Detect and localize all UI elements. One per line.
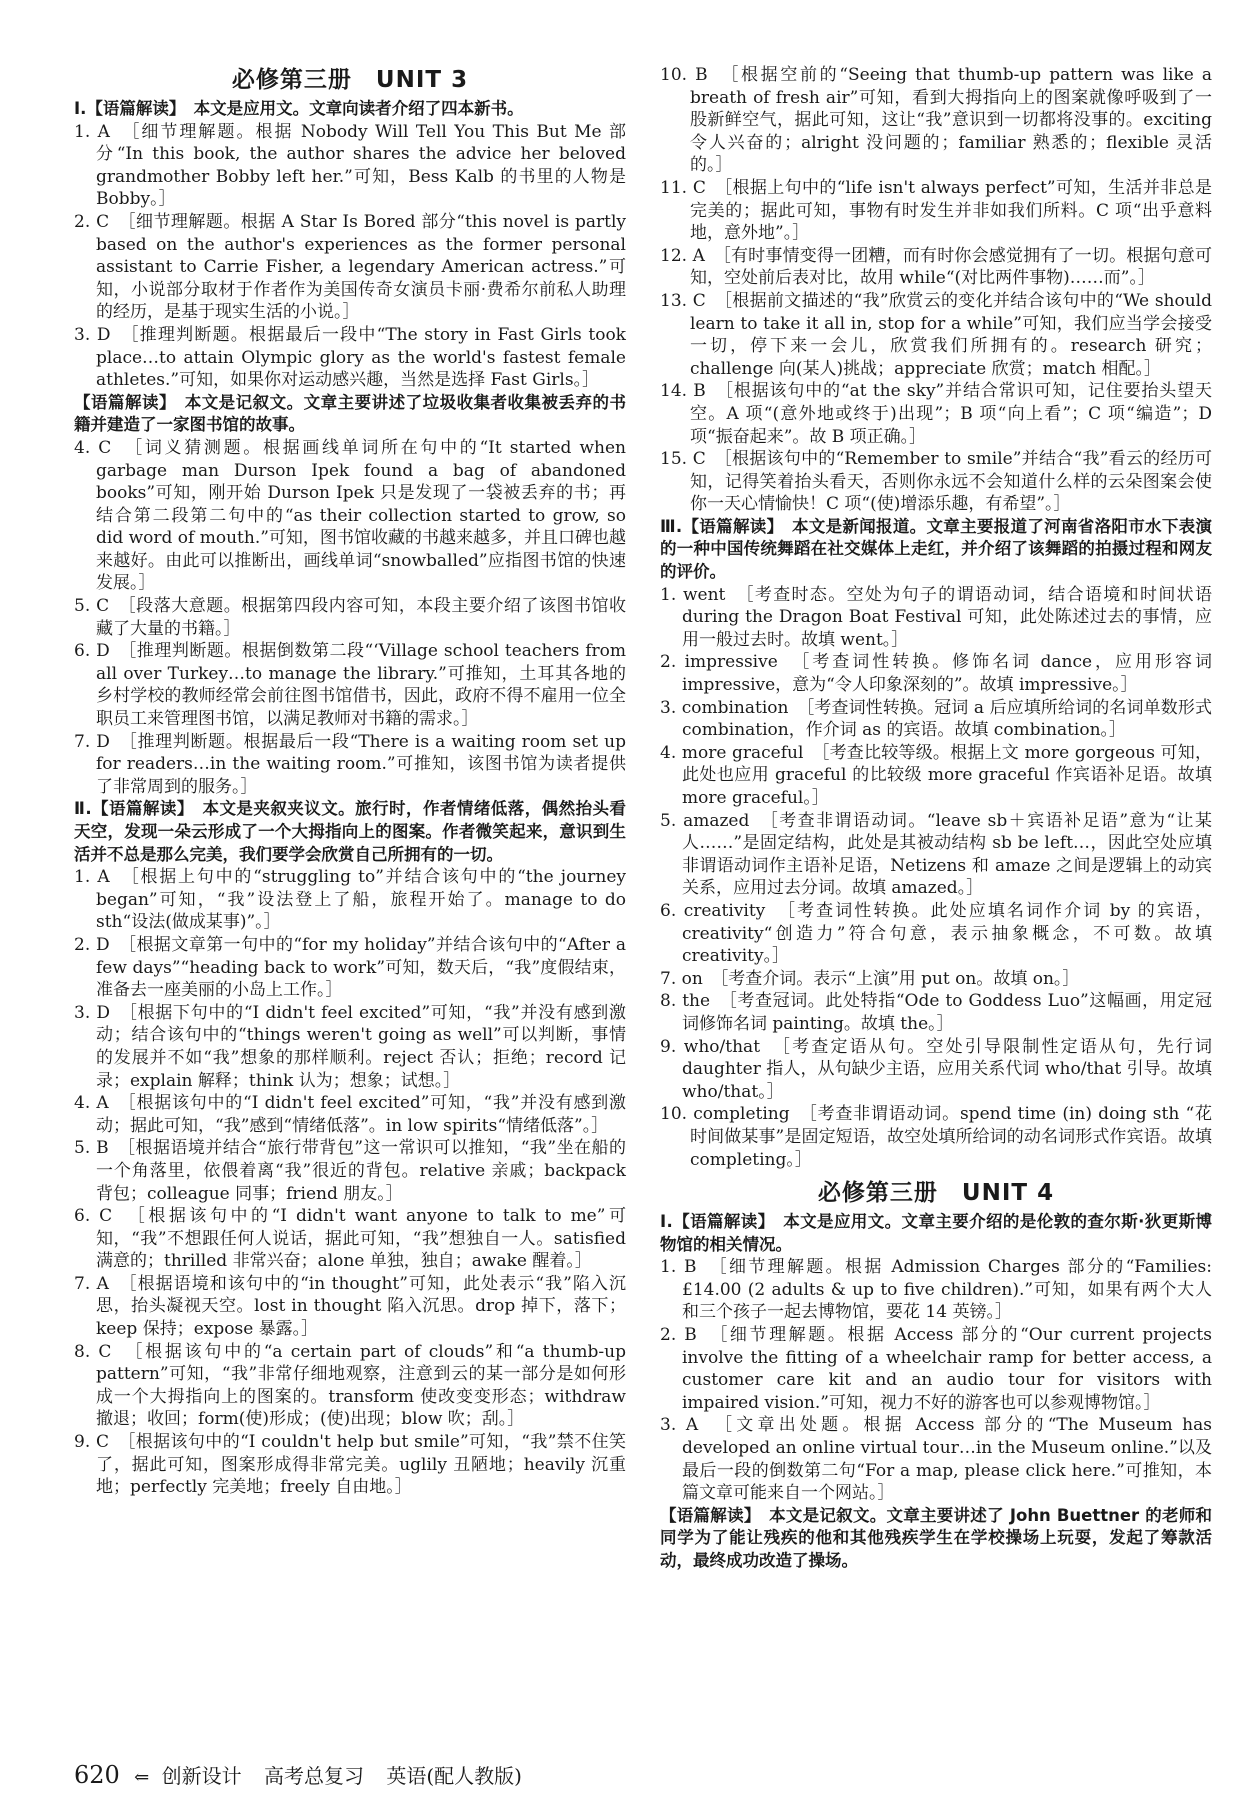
answer-item: 1. B ［细节理解题。根据 Admission Charges 部分的“Families: £14.00 (2 adults & up to five children).”可知，如果有两个大人和三个孩子一起去博物馆，要花 14 英镑。］ [660,1257,1212,1323]
book-name: 高考总复习 [263,1764,364,1788]
arrow-icon: ⇐ [134,1767,150,1788]
answer-item: 3. D ［推理判断题。根据最后一段中“The story in Fast Girls took place…to attain Olympic glory as the world's fastest female athletes.”可知，如果你对运动感兴趣，当然是选择 Fast Girls。］ [74,324,626,391]
right-column [660,64,1212,1573]
page-footer [74,1760,522,1789]
answer-item: 5. C ［段落大意题。根据第四段内容可知，本段主要介绍了该图书馆收藏了大量的书籍。］ [74,596,626,639]
unit-3-title: 必修第三册 UNIT 3 [231,67,469,93]
answer-item: 9. C ［根据该句中的“I couldn't help but smile”可知，“我”禁不住笑了，据此可知，图案形成得非常完美。uglily 丑陋地；heavily 沉重地；perfectly 完美地；freely 自由地。］ [74,1432,626,1498]
answer-item: 5. B ［根据语境并结合“旅行带背包”这一常识可以推知，“我”坐在船的一个角落里，依偎着离“我”很近的背包。relative 亲戚；backpack 背包；colleague 同事；friend 朋友。］ [74,1138,626,1204]
answer-item: 6. D ［推理判断题。根据倒数第二段“‘Village school teachers from all over Turkey…to manage the library.”可推知，土耳其各地的乡村学校的教师经常会前往图书馆借书，因此，政府不得不雇用一位全职员工来管理图书馆，以满足教师对书籍的需求。］ [74,641,626,730]
answer-item: 8. C ［根据该句中的“a certain part of clouds”和“a thumb-up pattern”可知，“我”非常仔细地观察，注意到云的某一部分是如何形成一个大拇指向上的图案的。transform 使改变变形态；withdraw 撤退；收回；form(使)形成；(使)出现；blow 吹；刮。］ [74,1341,626,1430]
series-name: 创新设计 [161,1764,242,1788]
answer-item: 7. D ［推理判断题。根据最后一段“There is a waiting room set up for readers…in the waiting room.”可推知，该图书馆为读者提供了非常周到的服务。］ [74,731,626,797]
answer-item: 10. completing ［考查非谓语动词。spend time (in) doing sth “花时间做某事”是固定短语，故空处填所给词的动名词形式作宾语。故填 completing。］ [660,1104,1212,1170]
answer-item: 10. B ［根据空前的“Seeing that thumb-up pattern was like a breath of fresh air”可知，看到大拇指向上的图案就像呼吸到了一股新鲜空气，据此可知，这让“我”意识到一切都将没事的。exciting 令人兴奋的；alright 没问题的；familiar 熟悉的；flexible 灵活的。］ [660,65,1212,176]
answer-item: 13. C ［根据前文描述的“我”欣赏云的变化并结合该句中的“We should learn to take it all in, stop for a while”可知，我们应当学会接受一切，停下来一会儿，欣赏我们所拥有的。research 研究；challenge 向(某人)挑战；appreciate 欣赏；match 相配。］ [660,290,1212,379]
answer-item: 8. the ［考查冠词。此处特指“Ode to Goddess Luo”这幅画，用定冠词修饰名词 painting。故填 the。］ [660,991,1212,1034]
answer-item: 6. C ［根据该句中的“I didn't want anyone to talk to me”可知，“我”不想跟任何人说话，据此可知，“我”想独自一人。satisfied 满意的；thrilled 非常兴奋；alone 单独，独自；awake 醒着。］ [74,1206,626,1272]
answer-item: 7. on ［考查介词。表示“上演”用 put on。故填 on。］ [660,968,1080,989]
answer-item: 5. amazed ［考查非谓语动词。“leave sb＋宾语补足语”意为“让某人……”是固定结构，此处是其被动结构 sb be left…，因此空处应填非谓语动词作主语补足语，Netizens 和 amaze 之间是逻辑上的动宾关系，应用过去分词。故填 amazed。］ [660,810,1212,899]
answer-item: 4. A ［根据该句中的“I didn't feel excited”可知，“我”并没有感到激动；据此可知，“我”感到“情绪低落”。in low spirits“情绪低落”。］ [74,1093,626,1136]
unit-title: 必修第三册 UNIT 4 [817,1180,1055,1207]
left-column [74,64,626,1499]
answer-item: 2. impressive ［考查词性转换。修饰名词 dance，应用形容词 impressive，意为“令人印象深刻的”。故填 impressive。］ [660,652,1212,696]
answer-item: 3. A ［文章出处题。根据 Access 部分的“The Museum has developed an online virtual tour…in the Museum online.”以及最后一段的倒数第二句“For a map, please click here.”可推知，本篇文章可能来自一个网站。］ [660,1415,1212,1504]
passage-summary: Ⅰ.【语篇解读】 本文是应用文。文章主要介绍的是伦敦的查尔斯·狄更斯博物馆的相关情况。 [660,1212,1212,1254]
answer-item: 14. B ［根据该句中的“at the sky”并结合常识可知，记住要抬头望天空。A 项“(意外地或终于)出现”；B 项“向上看”；C 项“编造”；D 项“振奋起来”。故 B 项正确。］ [660,381,1212,447]
left-answer-list [74,98,626,1499]
answer-item: 1. went ［考查时态。空处为句子的谓语动词，结合语境和时间状语 during the Dragon Boat Festival 可知，此处陈述过去的事情，应用一般过去时。故填 went。］ [660,584,1212,650]
answer-item: 12. A ［有时事情变得一团糟，而有时你会感觉拥有了一切。根据句意可知，空处前后表对比，故用 while“(对比两件事物)……而”。］ [660,245,1212,289]
answer-item: 1. A ［根据上句中的“struggling to”并结合该句中的“the journey began”可知，“我”设法登上了船，旅程开始了。manage to do sth“设法(做成某事)”。］ [74,867,626,933]
answer-item: 11. C ［根据上句中的“life isn't always perfect”可知，生活并非总是完美的；据此可知，事物有时发生并非如我们所料。C 项“出乎意料地，意外地”。］ [660,177,1212,244]
answer-item: 4. C ［词义猜测题。根据画线单词所在句中的“It started when garbage man Durson Ipek found a bag of abandoned books”可知，刚开始 Durson Ipek 只是发现了一袋被丢弃的书；再结合第二段第二句中的“as their collection started to grow, so did word of mouth.”可知，图书馆收藏的书越来越多，并且口碑也越来越好。由此可以推断出，画线单词“snowballed”应指图书馆的快速发展。］ [74,437,626,594]
answer-item: 2. D ［根据文章第一句中的“for my holiday”并结合该句中的“After a few days”“heading back to work”可知，数天后，“我”度假结束，准备去一座美丽的小岛上工作。］ [74,934,626,1001]
edition-name: 英语(配人教版) [386,1764,522,1788]
answer-item: 4. more graceful ［考查比较等级。根据上文 more gorgeous 可知，此处也应用 graceful 的比较级 more graceful 作宾语补足语。故填 more graceful。］ [660,742,1212,808]
right-answer-list [660,64,1212,1573]
answer-item: 7. A ［根据语境和该句中的“in thought”可知，此处表示“我”陷入沉思，抬头凝视天空。lost in thought 陷入沉思。drop 掉下，落下；keep 保持；expose 暴露。］ [74,1273,626,1340]
passage-summary: Ⅲ.【语篇解读】 本文是新闻报道。文章主要报道了河南省洛阳市水下表演的一种中国传统舞蹈在社交媒体上走红，并介绍了该舞蹈的拍摄过程和网友的评价。 [660,516,1212,582]
answer-item: 6. creativity ［考查词性转换。此处应填名词作介词 by 的宾语，creativity“创造力”符合句意，表示抽象概念，不可数。故填 creativity。］ [660,900,1212,967]
answer-item: 15. C ［根据该句中的“Remember to smile”并结合“我”看云的经历可知，记得笑着抬头看天，否则你永远不会知道什么样的云朵图案会使你一天心情愉快！C 项“(使)增添乐趣，有希望”。］ [660,449,1212,515]
answer-item: 3. combination ［考查词性转换。冠词 a 后应填所给词的名词单数形式 combination，作介词 as 的宾语。故填 combination。］ [660,697,1212,741]
answer-item: 2. C ［细节理解题。根据 A Star Is Bored 部分“this novel is partly based on the author's experiences as the former personal assistant to Carrie Fisher, a legendary American actress.”可知，小说部分取材于作者作为美国传奇女演员卡丽·费希尔前私人助理的经历，是基于现实生活的小说。］ [74,211,626,323]
answer-item: 9. who/that ［考查定语从句。空处引导限制性定语从句，先行词 daughter 指人，从句缺少主语，应用关系代词 who/that 引导。故填 who/that。］ [660,1036,1212,1102]
answer-item: 1. A ［细节理解题。根据 Nobody Will Tell You This But Me 部分“In this book, the author shares the advice her beloved grandmother Bobby left her.”可知，Bess Kalb 的书里的人物是 Bobby。］ [74,121,626,210]
passage-summary: Ⅰ.【语篇解读】 本文是应用文。文章向读者介绍了四本新书。 [74,99,524,118]
passage-summary: 【语篇解读】 本文是记叙文。文章主要讲述了垃圾收集者收集被丢弃的书籍并建造了一家图书馆的故事。 [74,392,626,435]
answer-item: 2. B ［细节理解题。根据 Access 部分的“Our current projects involve the fitting of a wheelchair ramp for better access, a customer care kit and an audio tour for visitors with impaired vision.”可知，视力不好的游客也可以参观博物馆。］ [660,1325,1212,1413]
passage-summary: 【语篇解读】 本文是记叙文。文章主要讲述了 John Buettner 的老师和同学为了能让残疾的他和其他残疾学生在学校操场上玩耍，发起了筹款活动，最终成功改造了操场。 [660,1505,1212,1570]
passage-summary: Ⅱ.【语篇解读】 本文是夹叙夹议文。旅行时，作者情绪低落，偶然抬头看天空，发现一朵云形成了一个大拇指向上的图案。作者微笑起来，意识到生活并不总是那么完美，我们要学会欣赏自己所拥有的一切。 [74,799,626,864]
page-number: 620 [74,1761,120,1789]
answer-item: 3. D ［根据下句中的“I didn't feel excited”可知，“我”并没有感到激动；结合该句中的“things weren't going as well”可以判断，事情的发展并不如“我”想象的那样顺利。reject 否认；拒绝；record 记录；explain 解释；think 认为；想象；试想。］ [74,1002,626,1091]
